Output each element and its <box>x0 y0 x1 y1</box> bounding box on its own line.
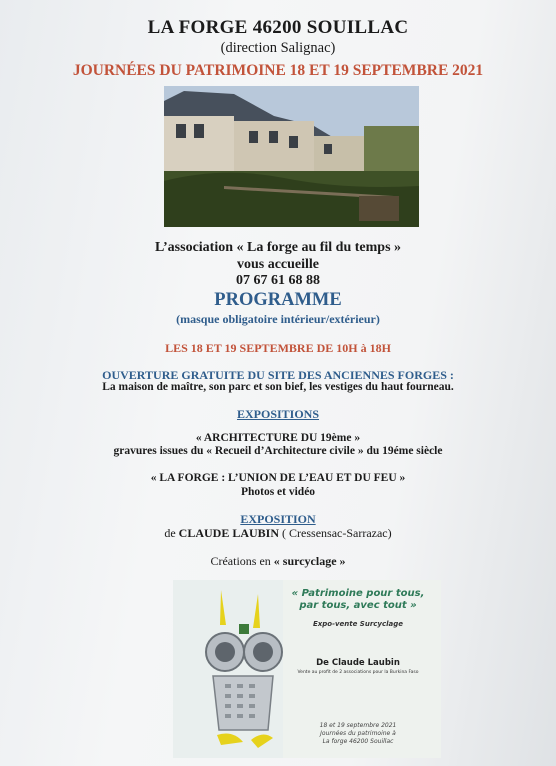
expo-forge-text: Photos et vidéo <box>240 486 316 498</box>
forge-building-photo <box>164 86 419 227</box>
artist-prefix: de <box>164 526 179 540</box>
expo-forge-title: « LA FORGE : L’UNION DE L’EAU ET DU FEU » <box>150 472 406 484</box>
opening-title: OUVERTURE GRATUITE DU SITE DES ANCIENNES FORGES : <box>102 368 454 382</box>
opening-description: La maison de maître, son parc et son bief, les vestiges du haut fourneau. <box>102 381 454 393</box>
owl-sculpture-illustration <box>173 580 283 758</box>
poster-slogan-line1: « Patrimoine pour tous, <box>291 588 425 599</box>
direction-subtitle: (direction Salignac) <box>220 40 336 56</box>
event-heading: JOURNÉES DU PATRIMOINE 18 ET 19 SEPTEMBRE 2021 <box>72 62 484 79</box>
poster-note: Vente au profit de 2 associations pour la Burkina Faso <box>297 670 419 675</box>
creations-bold: « surcyclage » <box>273 554 346 568</box>
creations-prefix: Créations en <box>210 554 274 568</box>
creations-line <box>0 554 556 569</box>
poster-footer-line1: 18 et 19 septembre 2021 <box>319 722 397 729</box>
flyer-title: LA FORGE 46200 SOUILLAC <box>147 17 409 38</box>
programme-title: PROGRAMME <box>214 290 342 310</box>
poster-artist: De Claude Laubin <box>316 658 400 668</box>
expo-architecture-title: « ARCHITECTURE DU 19ème » <box>195 432 361 444</box>
expositions-heading: EXPOSITIONS <box>236 407 320 421</box>
poster-footer-line3: La forge 46200 Souillac <box>322 738 394 745</box>
mask-notice: (masque obligatoire intérieur/extérieur) <box>176 312 380 326</box>
artist-line <box>0 526 556 541</box>
artist-place: ( Cressensac-Sarrazac) <box>279 526 392 540</box>
opening-dates: LES 18 ET 19 SEPTEMBRE DE 10H à 18H <box>165 341 391 355</box>
exposition-heading: EXPOSITION <box>240 512 316 526</box>
upcycling-poster <box>173 580 441 758</box>
poster-footer-line2: Journées du patrimoine à <box>320 730 396 737</box>
expo-architecture-text: gravures issues du « Recueil d’Architecture civile » du 19éme siècle <box>113 445 443 457</box>
poster-footer <box>278 722 438 746</box>
welcome-line: vous accueille <box>236 257 320 272</box>
poster-slogan-line2: par tous, avec tout » <box>299 600 417 611</box>
poster-slogan <box>278 588 438 612</box>
artist-name: CLAUDE LAUBIN <box>178 526 280 540</box>
phone-number: 07 67 61 68 88 <box>236 273 320 288</box>
forge-building-illustration <box>164 86 419 227</box>
poster-subtitle: Expo-vente Surcyclage <box>312 620 404 628</box>
association-line: L’association « La forge au fil du temps » <box>154 240 402 255</box>
